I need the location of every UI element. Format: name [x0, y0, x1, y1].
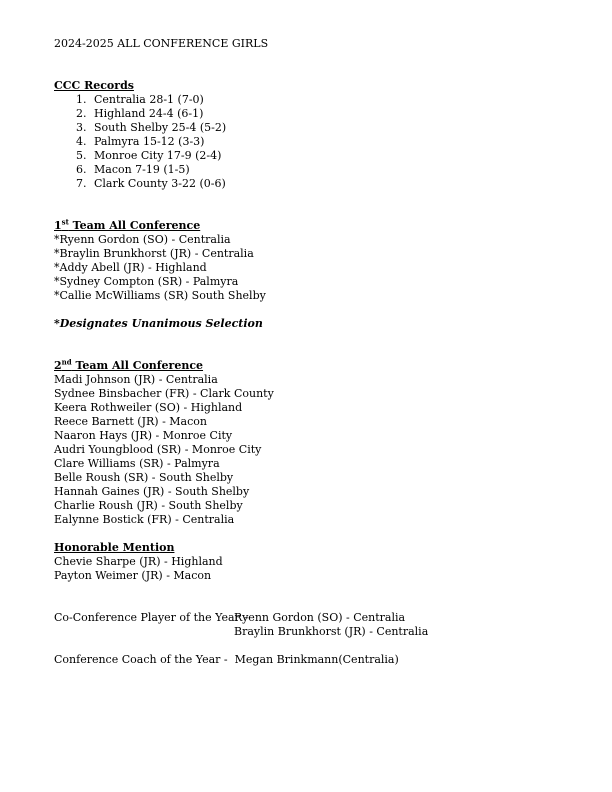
heading-ordinal: nd	[61, 357, 72, 367]
honorable-heading: Honorable Mention	[54, 541, 175, 554]
heading-number: 1	[54, 219, 62, 232]
coach-of-year-row	[54, 653, 574, 667]
list-item: 6. Macon 7-19 (1-5)	[90, 163, 574, 177]
heading-number: 2	[54, 359, 62, 372]
spacer	[54, 191, 574, 219]
list-item: 4. Palmyra 15-12 (3-3)	[90, 135, 574, 149]
list-item: Charlie Roush (JR) - South Shelby	[54, 499, 243, 512]
player-of-year-row-2	[54, 625, 574, 639]
heading-ordinal: st	[61, 217, 69, 227]
unanimous-note: *Designates Unanimous Selection	[54, 317, 263, 330]
list-item: *Callie McWilliams (SR) South Shelby	[54, 289, 266, 302]
document-title: 2024-2025 ALL CONFERENCE GIRLS	[54, 37, 269, 50]
spacer	[54, 639, 574, 653]
list-item: Chevie Sharpe (JR) - Highland	[54, 555, 223, 568]
second-team-heading	[54, 359, 574, 373]
list-item: Payton Weimer (JR) - Macon	[54, 569, 212, 582]
list-item: 7. Clark County 3-22 (0-6)	[90, 177, 574, 191]
list-item: Clare Williams (SR) - Palmyra	[54, 457, 220, 470]
heading-text: Team All Conference	[71, 359, 204, 372]
document-page	[54, 37, 574, 667]
list-item: Madi Johnson (JR) - Centralia	[54, 373, 218, 386]
spacer	[54, 527, 574, 541]
list-item: Ealynne Bostick (FR) - Centralia	[54, 513, 235, 526]
award-label-spacer	[54, 625, 234, 639]
player-of-year-row	[54, 611, 574, 625]
player-of-year-label: Co-Conference Player of the Year –	[54, 611, 249, 624]
list-item: Naaron Hays (JR) - Monroe City	[54, 429, 233, 442]
player-of-year-1: Ryenn Gordon (SO) - Centralia	[234, 611, 406, 624]
records-list	[54, 93, 574, 191]
list-item: Hannah Gaines (JR) - South Shelby	[54, 485, 250, 498]
list-item: *Addy Abell (JR) - Highland	[54, 261, 207, 274]
list-item: Reece Barnett (JR) - Macon	[54, 415, 207, 428]
list-item: Audri Youngblood (SR) - Monroe City	[54, 443, 262, 456]
spacer	[54, 303, 574, 317]
list-item: *Braylin Brunkhorst (JR) - Centralia	[54, 247, 254, 260]
list-item: 5. Monroe City 17-9 (2-4)	[90, 149, 574, 163]
spacer	[54, 331, 574, 359]
heading-text: Team All Conference	[68, 219, 201, 232]
list-item: Keera Rothweiler (SO) - Highland	[54, 401, 243, 414]
coach-of-year-value: Megan Brinkmann(Centralia)	[234, 653, 399, 666]
list-item: Sydnee Binsbacher (FR) - Clark County	[54, 387, 274, 400]
spacer	[54, 51, 574, 79]
list-item: 2. Highland 24-4 (6-1)	[90, 107, 574, 121]
player-of-year-2: Braylin Brunkhorst (JR) - Centralia	[234, 625, 429, 638]
first-team-heading	[54, 219, 574, 233]
list-item: *Ryenn Gordon (SO) - Centralia	[54, 233, 231, 246]
list-item: Belle Roush (SR) - South Shelby	[54, 471, 234, 484]
list-item: 1. Centralia 28-1 (7-0)	[90, 93, 574, 107]
list-item: 3. South Shelby 25-4 (5-2)	[90, 121, 574, 135]
spacer	[54, 583, 574, 611]
coach-of-year-label: Conference Coach of the Year -	[54, 653, 228, 666]
records-heading: CCC Records	[54, 79, 134, 92]
list-item: *Sydney Compton (SR) - Palmyra	[54, 275, 239, 288]
